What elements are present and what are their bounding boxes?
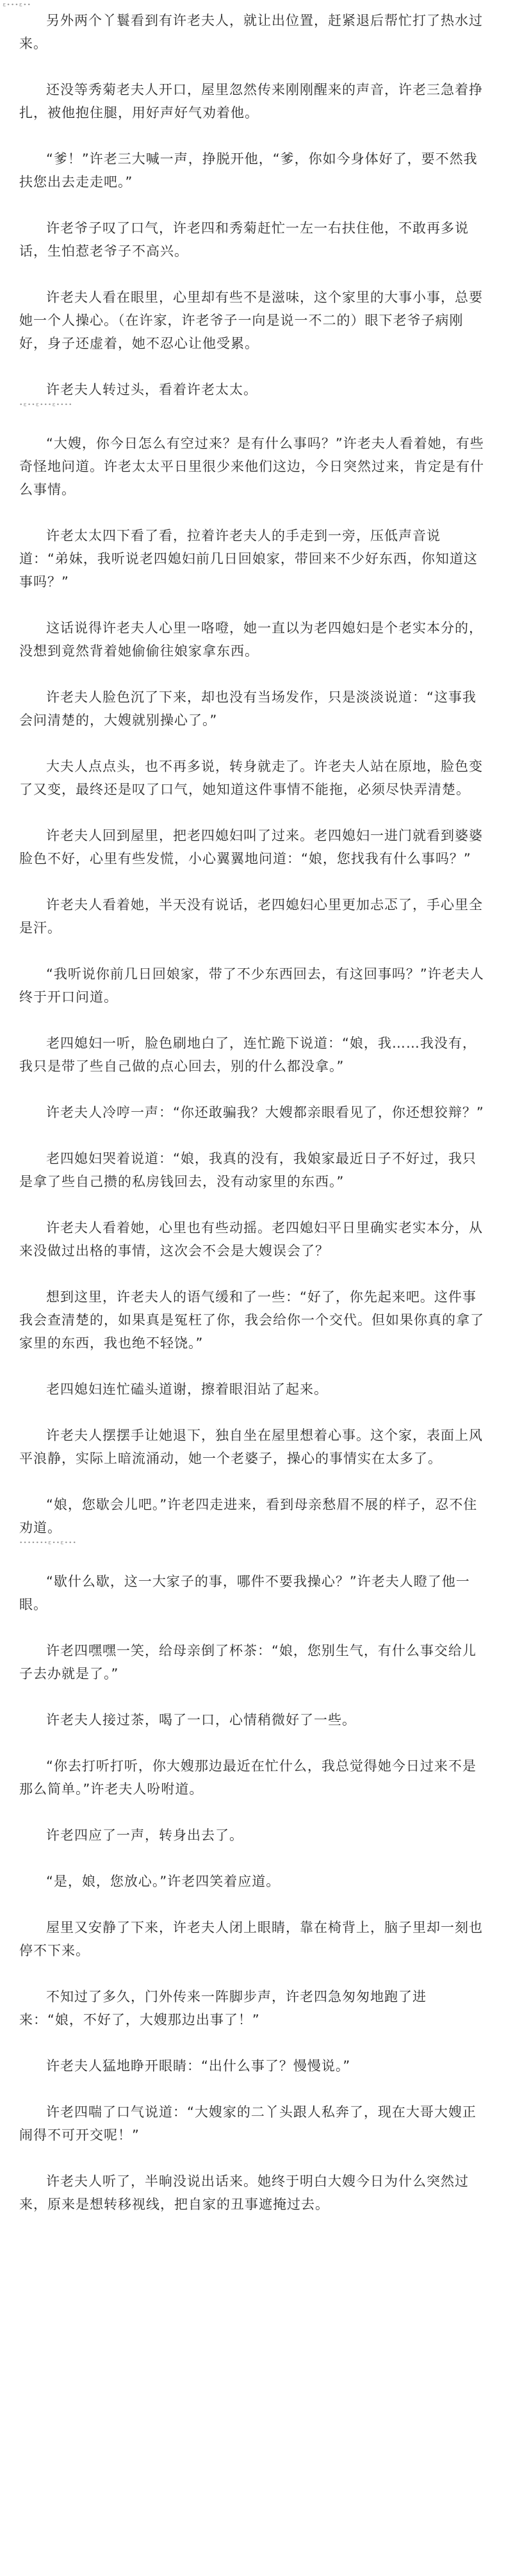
paragraph: 许老夫人冷哼一声：“你还敢骗我？大嫂都亲眼看见了，你还想狡辩？” bbox=[46, 1105, 484, 1120]
paragraph: 许老夫人接过茶，喝了一口，心情稍微好了一些。 bbox=[46, 1712, 356, 1728]
page-marker-inline: ∙∙∙∙∙∙∙ε∙∙ε∙∙∙ bbox=[19, 1540, 77, 1546]
page-marker-inline: ∙ε∙∙ε∙∙∙ε∙∙∙∙ bbox=[19, 402, 73, 408]
paragraph: 许老四应了一声，转身出去了。 bbox=[46, 1828, 243, 1843]
paragraph: 许老夫人脸色沉了下来，却也没有当场发作，只是淡淡说道：“这事我会问清楚的，大嫂就别操心了。” bbox=[19, 689, 477, 728]
paragraph: 许老太太四下看了看，拉着许老夫人的手走到一旁，压低声音说道：“弟妹，我听说老四媳妇前几日回娘家，带回来不少好东西，你知道这事吗？” bbox=[19, 528, 478, 590]
paragraph: 许老四嘿嘿一笑，给母亲倒了杯茶：“娘，您别生气，有什么事交给儿子去办就是了。” bbox=[19, 1643, 477, 1681]
paragraph: “歇什么歇，这一大家子的事，哪件不要我操心？”许老夫人瞪了他一眼。 bbox=[19, 1574, 470, 1612]
paragraph: 许老爷子叹了口气，许老四和秀菊赶忙一左一右扶住他，不敢再多说话，生怕惹老爷子不高兴。 bbox=[19, 220, 469, 259]
paragraph: “我听说你前几日回娘家，带了不少东西回去，有这回事吗？”许老夫人终于开口问道。 bbox=[19, 966, 484, 1005]
paragraph: “娘，您歇会儿吧。”许老四走进来，看到母亲愁眉不展的样子，忍不住劝道。 bbox=[19, 1497, 478, 1535]
paragraph: 许老夫人看在眼里，心里却有些不是滋味，这个家里的大事小事，总要她一个人操心。（在许家，许老爷子一向是说一不二的）眼下老爷子病刚好，身子还虚着，她不忍心让他受累。 bbox=[19, 290, 483, 351]
paragraph: 不知过了多久，门外传来一阵脚步声，许老四急匆匆地跑了进来：“娘，不好了，大嫂那边出事了！” bbox=[19, 1989, 427, 2027]
paragraph: 许老夫人看着她，心里也有些动摇。老四媳妇平日里确实老实本分，从来没做过出格的事情，这次会不会是大嫂误会了？ bbox=[19, 1220, 483, 1259]
paragraph: 许老夫人猛地睁开眼睛：“出什么事了？慢慢说。” bbox=[46, 2058, 351, 2074]
paragraph: 许老夫人看着她，半天没有说话，老四媳妇心里更加忐忑了，手心里全是汗。 bbox=[19, 897, 483, 936]
paragraph: 老四媳妇连忙磕头道谢，擦着眼泪站了起来。 bbox=[46, 1382, 328, 1397]
paragraph: 还没等秀菊老夫人开口，屋里忽然传来刚刚醒来的声音，许老三急着挣扎，被他抱住腿，用好声好气劝着他。 bbox=[19, 82, 483, 120]
page-marker-top: ε∙∙∙ε∙∙ bbox=[3, 2, 31, 8]
paragraph: “你去打听打听，你大嫂那边最近在忙什么，我总觉得她今日过来不是那么简单。”许老夫人吩咐道。 bbox=[19, 1758, 477, 1797]
paragraph: 许老夫人回到屋里，把老四媳妇叫了过来。老四媳妇一进门就看到婆婆脸色不好，心里有些发慌，小心翼翼地问道：“娘，您找我有什么事吗？” bbox=[19, 828, 483, 866]
paragraph: 另外两个丫鬟看到有许老夫人，就让出位置，赶紧退后帮忙打了热水过来。 bbox=[19, 13, 483, 51]
paragraph: 老四媳妇一听，脸色刷地白了，连忙跪下说道：“娘，我……我没有，我只是带了些自己做的点心回去，别的什么都没拿。” bbox=[19, 1036, 477, 1074]
paragraph: 许老夫人听了，半晌没说出话来。她终于明白大嫂今日为什么突然过来，原来是想转移视线，把自家的丑事遮掩过去。 bbox=[19, 2174, 469, 2212]
paragraph: 许老夫人摆摆手让她退下，独自坐在屋里想着心事。这个家，表面上风平浪静，实际上暗流涌动，她一个老婆子，操心的事情实在太多了。 bbox=[19, 1428, 483, 1466]
paragraph: 许老四喘了口气说道：“大嫂家的二丫头跟人私奔了，现在大哥大嫂正闹得不可开交呢！” bbox=[19, 2104, 477, 2143]
paragraph: 大夫人点点头，也不再多说，转身就走了。许老夫人站在原地，脸色变了又变，最终还是叹了口气，她知道这件事情不能拖，必须尽快弄清楚。 bbox=[19, 759, 483, 797]
paragraph: 这话说得许老夫人心里一咯噔，她一直以为老四媳妇是个老实本分的，没想到竟然背着她偷偷往娘家拿东西。 bbox=[19, 620, 483, 659]
paragraph: 老四媳妇哭着说道：“娘，我真的没有，我娘家最近日子不好过，我只是拿了些自己攒的私房钱回去，没有动家里的东西。” bbox=[19, 1151, 477, 1189]
paragraph: 许老夫人转过头，看着许老太太。 bbox=[46, 382, 257, 397]
paragraph: “是，娘，您放心。”许老四笑着应道。 bbox=[46, 1874, 281, 1889]
paragraph: “大嫂，你今日怎么有空过来？是有什么事吗？”许老夫人看着她，有些奇怪地问道。许老太太平日里很少来他们这边，今日突然过来，肯定是有什么事情。 bbox=[19, 436, 484, 497]
paragraph: 屋里又安静了下来，许老夫人闭上眼睛，靠在椅背上，脑子里却一刻也停不下来。 bbox=[19, 1920, 483, 1958]
paragraph: “爹！”许老三大喊一声，挣脱开他，“爹，你如今身体好了，要不然我扶您出去走走吧。” bbox=[19, 151, 478, 190]
paragraph: 想到这里，许老夫人的语气缓和了一些：“好了，你先起来吧。这件事我会查清楚的，如果真是冤枉了你，我会给你一个交代。但如果你真的拿了家里的东西，我也绝不轻饶。” bbox=[19, 1289, 484, 1351]
